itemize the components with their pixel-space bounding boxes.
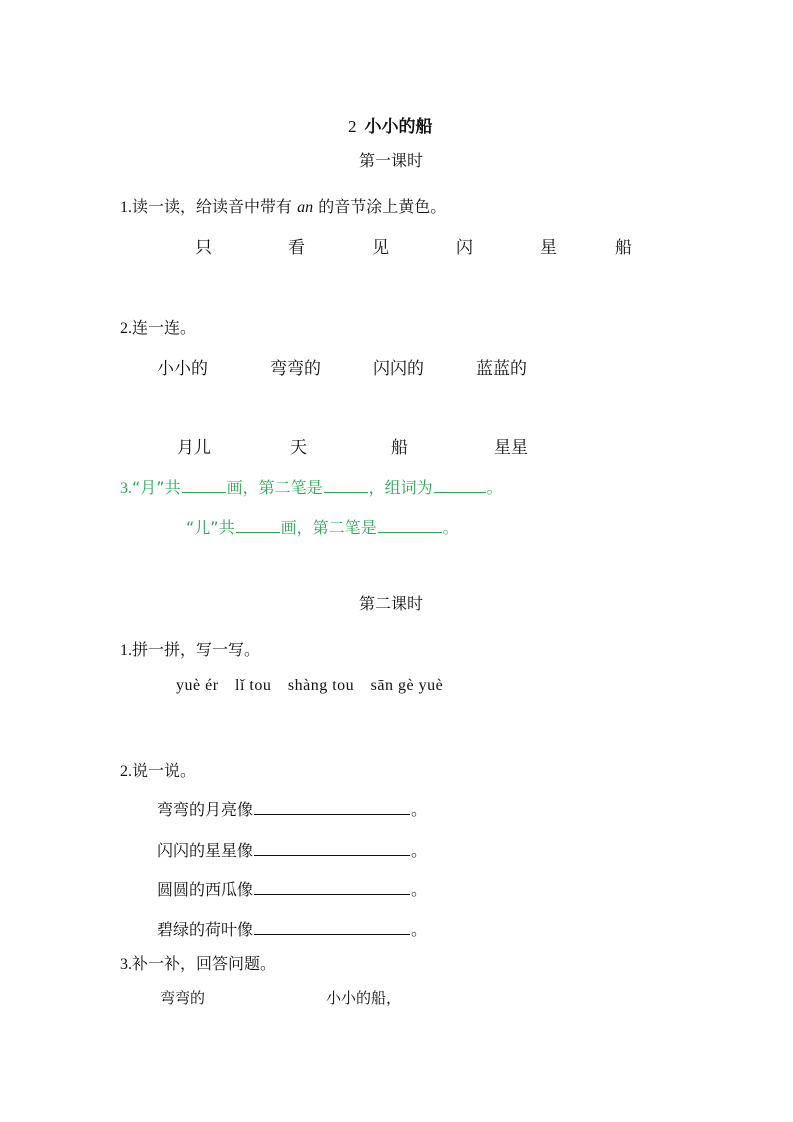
pinyin-3: shàng tou (287, 677, 355, 694)
l1-q2-prompt: 2.连一连。 (120, 318, 197, 337)
second-stroke-blank-yue[interactable] (324, 478, 368, 493)
char-kan: 看 (288, 238, 305, 258)
pinyin-2: lǐ tou (235, 677, 272, 694)
lesson-number: 2 (348, 117, 357, 136)
char-jian: 见 (372, 238, 389, 258)
match-bottom-1[interactable]: 月儿 (177, 438, 211, 458)
match-bottom-4[interactable]: 星星 (494, 438, 528, 458)
match-top-4[interactable]: 蓝蓝的 (476, 359, 527, 379)
match-top-2[interactable]: 弯弯的 (270, 359, 321, 379)
char-shan: 闪 (456, 238, 473, 258)
say-item-1: 弯弯的月亮像 。 (157, 800, 428, 819)
say-blank-3[interactable] (254, 880, 410, 895)
pinyin-row (176, 677, 455, 695)
stroke-count-blank-er[interactable] (236, 518, 280, 533)
lesson-title: 小小的船 (364, 117, 433, 137)
char-chuan: 船 (615, 238, 632, 258)
section-heading-lesson1: 第一课时 (359, 151, 424, 170)
l2-q1-prompt: 1.拼一拼，写一写。 (120, 640, 261, 659)
l1-q3-line2: “儿”共 画，第二笔是 。 (186, 518, 459, 537)
match-top-3[interactable]: 闪闪的 (373, 359, 424, 379)
stroke-count-blank-yue[interactable] (182, 478, 226, 493)
page-title (348, 112, 433, 137)
an-highlight: an (297, 199, 314, 216)
say-item-4: 碧绿的荷叶像 。 (157, 920, 428, 939)
l2-q3-prompt: 3.补一补，回答问题。 (120, 954, 277, 973)
match-top-1[interactable]: 小小的 (157, 359, 208, 379)
pinyin-1: yuè ér (176, 677, 219, 694)
say-blank-4[interactable] (254, 920, 410, 935)
l1-q1-prompt: 1.读一读，给读音中带有 an 的音节涂上黄色。 (120, 197, 447, 216)
match-bottom-2[interactable]: 天 (290, 438, 307, 458)
l1-q3-line1: 3.“月”共 画，第二笔是 ，组词为 。 (120, 478, 503, 497)
section-heading-lesson2: 第二课时 (359, 594, 424, 613)
match-bottom-3[interactable]: 船 (391, 438, 408, 458)
say-item-2: 闪闪的星星像 。 (157, 841, 428, 860)
fill-left: 弯弯的 (160, 989, 206, 1007)
word-blank-yue[interactable] (434, 478, 486, 493)
pinyin-4: sān gè yuè (370, 677, 444, 694)
say-item-3: 圆圆的西瓜像 。 (157, 880, 428, 899)
say-blank-2[interactable] (254, 841, 410, 856)
fill-right: 小小的船， (326, 989, 402, 1007)
char-xing: 星 (540, 238, 557, 258)
l2-q2-prompt: 2.说一说。 (120, 761, 197, 780)
second-stroke-blank-er[interactable] (378, 518, 442, 533)
say-blank-1[interactable] (254, 800, 410, 815)
char-zhi: 只 (195, 238, 212, 258)
